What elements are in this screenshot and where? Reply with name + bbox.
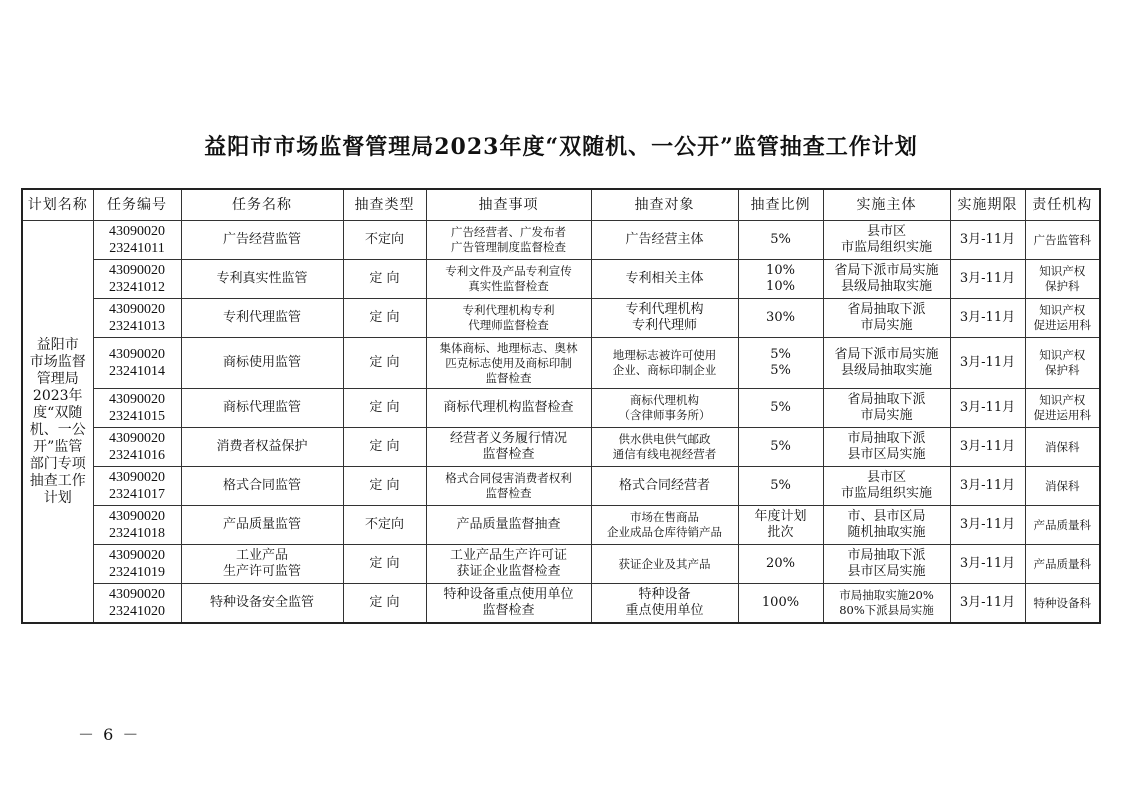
check-target-cell <box>591 221 738 260</box>
task-code-cell <box>93 389 181 428</box>
task-name-cell <box>181 389 343 428</box>
executor: 市、县市区局 随机抽取实施 <box>847 509 926 540</box>
task-code-cell <box>93 260 181 299</box>
check-item: 专利代理机构专利 代理师监督检查 <box>462 303 555 332</box>
check-target-cell <box>591 428 738 467</box>
check-target: 商标代理机构 （含律师事务所） <box>618 393 711 422</box>
agency: 产品质量科 <box>1033 556 1091 571</box>
executor-cell <box>823 428 950 467</box>
check-item: 集体商标、地理标志、奥林 匹克标志使用及商标印制 监督检查 <box>439 340 578 385</box>
task-name: 专利真实性监管 <box>216 271 308 286</box>
check-ratio-cell <box>738 221 823 260</box>
check-type-cell: 定 向 <box>343 338 426 389</box>
task-name-cell <box>181 467 343 506</box>
executor: 市局抽取实施20% 80%下派县局实施 <box>839 588 934 617</box>
task-name: 格式合同监管 <box>222 478 301 493</box>
table-row <box>22 428 1100 467</box>
check-item-cell <box>426 506 591 545</box>
page-number: － 6 － <box>78 725 141 744</box>
table-header-row <box>22 189 1100 221</box>
check-ratio-cell <box>738 299 823 338</box>
period-cell: 3月-11月 <box>950 221 1025 260</box>
task-name: 商标代理监管 <box>222 400 301 415</box>
check-item-cell <box>426 221 591 260</box>
check-ratio: 5% <box>770 478 791 493</box>
task-code: 43090020 23241015 <box>109 392 165 424</box>
task-name-cell <box>181 221 343 260</box>
check-ratio: 10% 10% <box>766 263 795 294</box>
check-item-cell <box>426 428 591 467</box>
period-cell: 3月-11月 <box>950 338 1025 389</box>
executor: 市局抽取下派 县市区局实施 <box>847 431 926 462</box>
check-ratio: 年度计划 批次 <box>754 509 807 540</box>
agency: 知识产权 保护科 <box>1039 264 1086 293</box>
check-target-cell <box>591 506 738 545</box>
period-cell: 3月-11月 <box>950 389 1025 428</box>
header-check-target: 抽查对象 <box>591 189 738 221</box>
agency-cell <box>1025 389 1100 428</box>
executor: 县市区 市监局组织实施 <box>840 224 932 255</box>
agency-cell <box>1025 584 1100 624</box>
plan-name-text: 益阳市 市场监督 管理局 2023年 度“双随 机、一公 开”监管 部门专项 抽查工作 计划 <box>29 336 86 506</box>
period-cell: 3月-11月 <box>950 545 1025 584</box>
header-executor: 实施主体 <box>823 189 950 221</box>
header-agency: 责任机构 <box>1025 189 1100 221</box>
executor-cell <box>823 389 950 428</box>
check-target-cell <box>591 338 738 389</box>
check-target-cell <box>591 389 738 428</box>
check-target: 特种设备 重点使用单位 <box>625 587 704 618</box>
executor-cell <box>823 467 950 506</box>
task-name-cell <box>181 338 343 389</box>
task-code: 43090020 23241019 <box>109 548 165 580</box>
agency: 产品质量科 <box>1033 517 1091 532</box>
agency-cell <box>1025 221 1100 260</box>
executor-cell <box>823 584 950 624</box>
check-ratio-cell <box>738 389 823 428</box>
task-code-cell <box>93 467 181 506</box>
agency-cell <box>1025 260 1100 299</box>
check-type-cell: 定 向 <box>343 428 426 467</box>
table-row <box>22 506 1100 545</box>
check-item-cell <box>426 260 591 299</box>
check-ratio: 5% <box>770 232 791 247</box>
agency-cell <box>1025 428 1100 467</box>
table-row <box>22 338 1100 389</box>
executor: 市局抽取下派 县市区局实施 <box>847 548 926 579</box>
document-title: 益阳市市场监督管理局2023年度“双随机、一公开”监管抽查工作计划 <box>204 134 918 160</box>
agency-cell <box>1025 506 1100 545</box>
check-target-cell <box>591 467 738 506</box>
task-code: 43090020 23241013 <box>109 302 165 334</box>
task-code: 43090020 23241020 <box>109 587 165 619</box>
task-name: 消费者权益保护 <box>216 439 308 454</box>
check-item: 产品质量监督抽查 <box>456 517 561 532</box>
check-ratio: 5% <box>770 400 791 415</box>
check-item: 工业产品生产许可证 获证企业监督检查 <box>449 548 567 579</box>
executor-cell <box>823 260 950 299</box>
task-code: 43090020 23241014 <box>109 347 165 379</box>
agency: 消保科 <box>1045 439 1080 454</box>
task-name: 专利代理监管 <box>222 310 301 325</box>
task-code-cell <box>93 428 181 467</box>
check-ratio-cell <box>738 260 823 299</box>
check-ratio-cell <box>738 506 823 545</box>
check-ratio-cell <box>738 467 823 506</box>
plan-name-cell <box>22 221 93 624</box>
check-type-cell: 定 向 <box>343 545 426 584</box>
task-name-cell <box>181 545 343 584</box>
header-plan-name: 计划名称 <box>22 189 93 221</box>
check-item: 经营者义务履行情况 监督检查 <box>449 431 567 462</box>
executor-cell <box>823 299 950 338</box>
check-ratio-cell <box>738 584 823 624</box>
period-cell: 3月-11月 <box>950 584 1025 624</box>
check-type-cell: 不定向 <box>343 506 426 545</box>
check-ratio-cell <box>738 338 823 389</box>
agency-cell <box>1025 467 1100 506</box>
agency: 特种设备科 <box>1033 595 1091 610</box>
header-task-name: 任务名称 <box>181 189 343 221</box>
table-row <box>22 467 1100 506</box>
check-type-cell: 定 向 <box>343 260 426 299</box>
table-row <box>22 260 1100 299</box>
executor-cell <box>823 338 950 389</box>
executor: 县市区 市监局组织实施 <box>840 470 932 501</box>
check-type-cell: 定 向 <box>343 584 426 624</box>
task-code: 43090020 23241011 <box>109 224 165 256</box>
check-item: 专利文件及产品专利宣传 真实性监督检查 <box>445 264 572 293</box>
check-target-cell <box>591 545 738 584</box>
executor: 省局抽取下派 市局实施 <box>847 302 926 333</box>
task-name: 产品质量监管 <box>222 517 301 532</box>
task-code-cell <box>93 545 181 584</box>
check-item: 商标代理机构监督检查 <box>443 400 574 415</box>
period-cell: 3月-11月 <box>950 467 1025 506</box>
period-cell: 3月-11月 <box>950 299 1025 338</box>
task-name: 工业产品 生产许可监管 <box>222 548 301 579</box>
task-code: 43090020 23241018 <box>109 509 165 541</box>
check-type-cell: 定 向 <box>343 467 426 506</box>
check-target: 市场在售商品 企业成品仓库待销产品 <box>607 510 722 539</box>
period-cell: 3月-11月 <box>950 260 1025 299</box>
check-target: 供水供电供气邮政 通信有线电视经营者 <box>612 432 717 461</box>
task-code-cell <box>93 506 181 545</box>
check-item-cell <box>426 584 591 624</box>
check-ratio: 30% <box>766 310 795 325</box>
check-ratio: 5% 5% <box>770 347 791 378</box>
check-type-cell: 不定向 <box>343 221 426 260</box>
period-cell: 3月-11月 <box>950 428 1025 467</box>
check-target: 地理标志被许可使用 企业、商标印制企业 <box>612 348 717 377</box>
task-code-cell <box>93 221 181 260</box>
task-code-cell <box>93 299 181 338</box>
task-name-cell <box>181 584 343 624</box>
agency: 广告监管科 <box>1033 232 1091 247</box>
header-check-ratio: 抽查比例 <box>738 189 823 221</box>
task-name-cell <box>181 506 343 545</box>
check-target-cell <box>591 260 738 299</box>
check-item: 广告经营者、广发布者 广告管理制度监督检查 <box>451 225 566 254</box>
table-row <box>22 389 1100 428</box>
check-target: 获证企业及其产品 <box>618 556 711 571</box>
executor: 省局下派市局实施 县级局抽取实施 <box>834 347 939 378</box>
task-name-cell <box>181 428 343 467</box>
task-code: 43090020 23241012 <box>109 263 165 295</box>
header-task-code: 任务编号 <box>93 189 181 221</box>
executor: 省局抽取下派 市局实施 <box>847 392 926 423</box>
task-name: 广告经营监管 <box>222 232 301 247</box>
agency: 知识产权 保护科 <box>1039 348 1086 377</box>
check-type-cell: 定 向 <box>343 389 426 428</box>
task-code-cell <box>93 584 181 624</box>
table-row <box>22 584 1100 624</box>
agency-cell <box>1025 545 1100 584</box>
agency: 知识产权 促进运用科 <box>1033 393 1091 422</box>
agency-cell <box>1025 338 1100 389</box>
check-item-cell <box>426 389 591 428</box>
check-ratio: 20% <box>766 556 795 571</box>
check-item-cell <box>426 545 591 584</box>
check-target-cell <box>591 584 738 624</box>
header-period: 实施期限 <box>950 189 1025 221</box>
header-check-item: 抽查事项 <box>426 189 591 221</box>
check-target: 专利相关主体 <box>625 271 704 286</box>
agency: 知识产权 促进运用科 <box>1033 303 1091 332</box>
agency-cell <box>1025 299 1100 338</box>
check-item-cell <box>426 467 591 506</box>
table-row <box>22 299 1100 338</box>
check-ratio: 100% <box>761 595 800 610</box>
check-type-cell: 定 向 <box>343 299 426 338</box>
task-name: 特种设备安全监管 <box>209 595 314 610</box>
table-row <box>22 221 1100 260</box>
executor-cell <box>823 221 950 260</box>
check-item: 格式合同侵害消费者权利 监督检查 <box>445 471 572 500</box>
check-ratio-cell <box>738 545 823 584</box>
check-item-cell <box>426 299 591 338</box>
check-item-cell <box>426 338 591 389</box>
task-name: 商标使用监管 <box>222 355 301 370</box>
period-cell: 3月-11月 <box>950 506 1025 545</box>
check-target: 专利代理机构 专利代理师 <box>625 302 704 333</box>
task-name-cell <box>181 260 343 299</box>
agency: 消保科 <box>1045 478 1080 493</box>
check-ratio: 5% <box>770 439 791 454</box>
check-target-cell <box>591 299 738 338</box>
task-name-cell <box>181 299 343 338</box>
executor-cell <box>823 545 950 584</box>
check-target: 格式合同经营者 <box>618 478 710 493</box>
task-code: 43090020 23241016 <box>109 431 165 463</box>
executor-cell <box>823 506 950 545</box>
check-target: 广告经营主体 <box>625 232 704 247</box>
task-code: 43090020 23241017 <box>109 470 165 502</box>
executor: 省局下派市局实施 县级局抽取实施 <box>834 263 939 294</box>
check-item: 特种设备重点使用单位 监督检查 <box>443 587 574 618</box>
check-ratio-cell <box>738 428 823 467</box>
task-code-cell <box>93 338 181 389</box>
inspection-plan-table <box>21 188 1101 624</box>
header-check-type: 抽查类型 <box>343 189 426 221</box>
table-row <box>22 545 1100 584</box>
